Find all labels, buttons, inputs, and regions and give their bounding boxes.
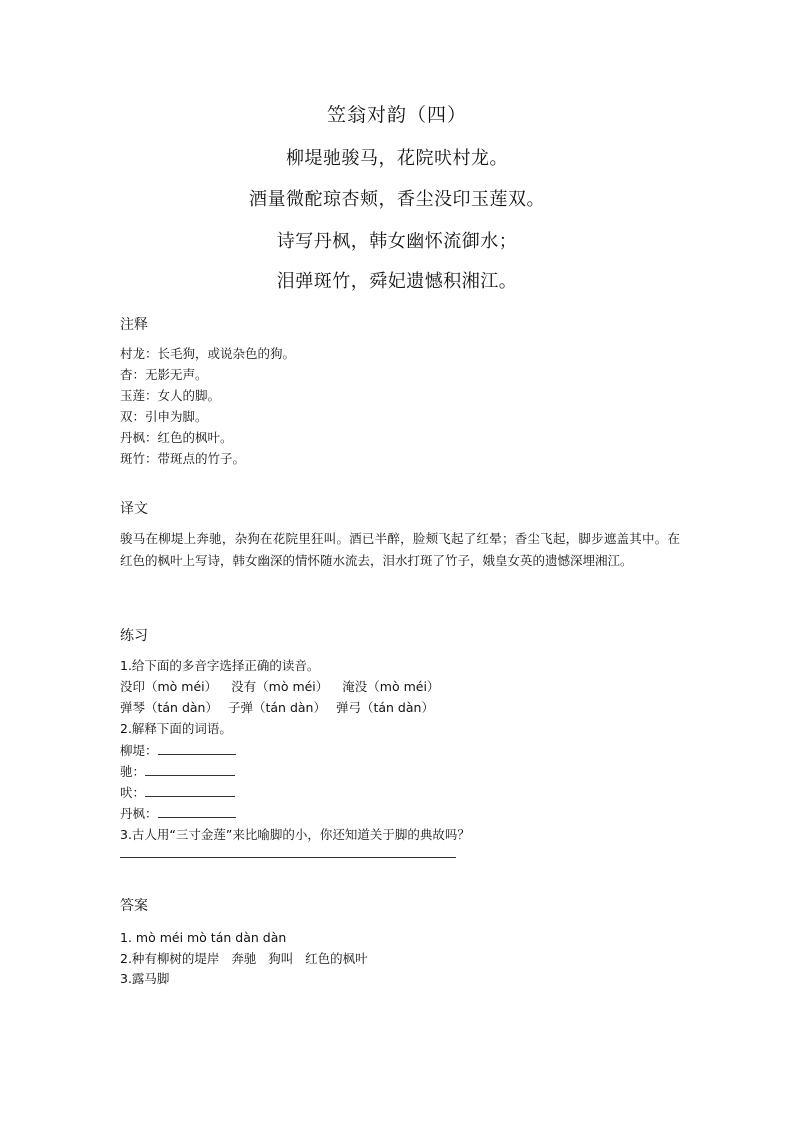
vocab-item — [120, 741, 236, 760]
note-item: 丹枫：红色的枫叶。 — [120, 430, 233, 445]
answer-blank-long[interactable] — [120, 857, 456, 858]
translation-text: 骏马在柳堤上奔驰，杂狗在花院里狂叫。酒已半醉，脸颊飞起了红晕；香尘飞起，脚步遮盖其中。在红色的枫叶上写诗，韩女幽深的情怀随水流去，泪水打斑了竹子，娥皇女英的遗憾深埋湘江。 — [120, 531, 680, 568]
poem-line: 泪弹斑竹，舜妃遗憾积湘江。 — [276, 271, 518, 292]
poem-line: 柳堤驰骏马，花院吠村龙。 — [286, 148, 508, 169]
vocab-term: 驰： — [120, 764, 146, 779]
practice-heading: 练习 — [120, 628, 148, 644]
vocab-item — [120, 783, 235, 802]
pinyin-choice: 弹琴（tán dàn） — [120, 700, 218, 715]
vocab-item — [120, 762, 235, 781]
poem-line: 诗写丹枫，韩女幽怀流御水； — [276, 231, 518, 252]
vocab-item — [120, 804, 236, 823]
answer-blank[interactable] — [145, 783, 235, 797]
note-item: 斑竹：带斑点的竹子。 — [120, 451, 246, 466]
note-item: 杳：无影无声。 — [120, 367, 208, 382]
practice-question-2: 2.解释下面的词语。 — [120, 721, 232, 736]
practice-question-1: 1.给下面的多音字选择正确的读音。 — [120, 658, 320, 673]
pinyin-choice: 子弹（tán dàn） — [227, 700, 326, 715]
notes-heading: 注释 — [120, 317, 148, 333]
answer-line: 1. mò méi mò tán dàn dàn — [120, 930, 287, 945]
answer-line: 2.种有柳树的堤岸 奔驰 狗叫 红色的枫叶 — [120, 951, 368, 966]
vocab-term: 丹枫： — [120, 806, 158, 821]
pinyin-choice: 没有（mò méi） — [231, 679, 329, 694]
note-item: 村龙：长毛狗，或说杂色的狗。 — [120, 346, 296, 361]
poem-title: 笠翁对韵（四） — [326, 104, 467, 126]
pinyin-choice: 弹弓（tán dàn） — [335, 700, 434, 715]
pinyin-choice-row — [120, 678, 439, 696]
pinyin-choice: 淹没（mò méi） — [342, 679, 440, 694]
vocab-term: 柳堤： — [120, 743, 158, 758]
poem-line: 酒量微酡琼杏颊，香尘没印玉莲双。 — [249, 189, 545, 210]
answer-blank[interactable] — [158, 804, 236, 818]
pinyin-choice-row — [120, 699, 434, 717]
note-item: 玉莲：女人的脚。 — [120, 388, 221, 403]
note-item: 双：引申为脚。 — [120, 409, 208, 424]
practice-question-3: 3.古人用“三寸金莲”来比喻脚的小，你还知道关于脚的典故吗？ — [120, 827, 470, 842]
answers-heading: 答案 — [120, 898, 148, 914]
answer-blank[interactable] — [158, 741, 236, 755]
vocab-term: 吠： — [120, 785, 146, 800]
answer-blank[interactable] — [145, 762, 235, 776]
answer-line: 3.露马脚 — [120, 971, 170, 986]
translation-heading: 译文 — [120, 501, 148, 517]
pinyin-choice: 没印（mò méi） — [120, 679, 218, 694]
